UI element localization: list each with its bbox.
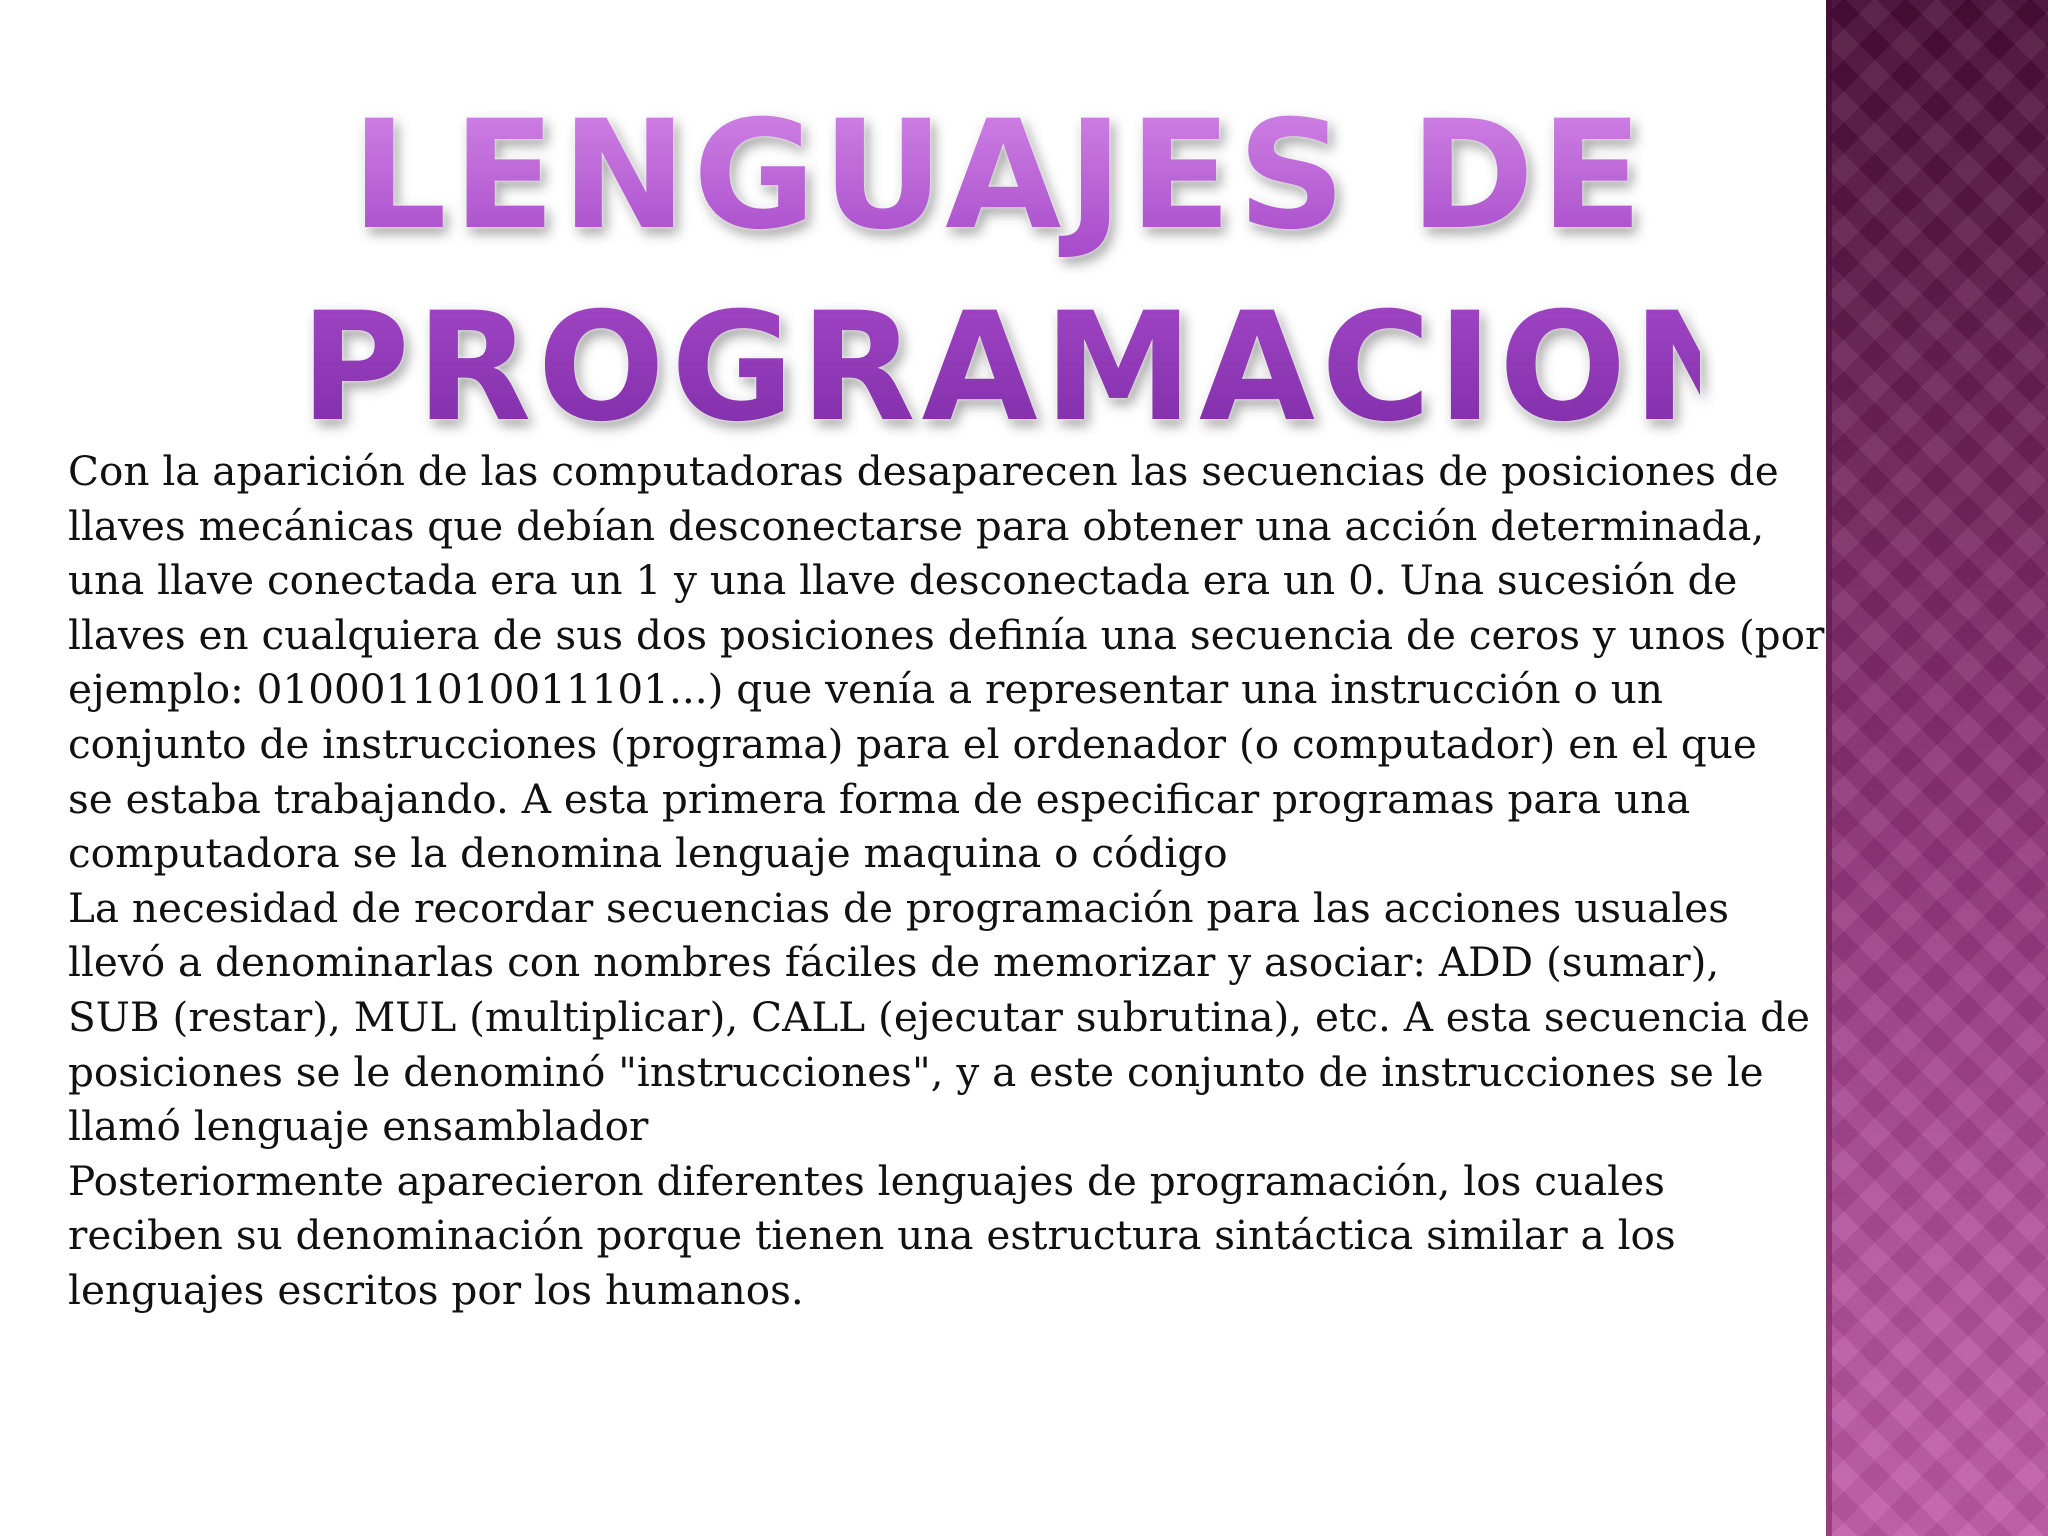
body-line: lenguajes escritos por los humanos. [68,1265,804,1314]
body-line: ejemplo: 0100011010011101...) que venía a representar una instrucción o un [68,665,1663,714]
body-line: computadora se la denomina lenguaje maquina o código [68,829,1228,878]
body-text [68,444,1825,1318]
title-line-1: LENGUAJES DE [351,89,1649,263]
body-line: llamó lenguaje ensamblador [68,1102,649,1151]
body-line: La necesidad de recordar secuencias de programación para las acciones usuales [68,883,1730,932]
body-line: se estaba trabajando. A esta primera forma de especificar programas para una [68,774,1691,823]
body-line: Con la aparición de las computadoras desaparecen las secuencias de posiciones de [68,447,1779,495]
body-line: llevó a denominarlas con nombres fáciles de memorizar y asociar: ADD (sumar), [68,938,1720,987]
body-line: reciben su denominación porque tienen una estructura sintáctica similar a los [68,1211,1676,1260]
body-line: una llave conectada era un 1 y una llave desconectada era un 0. Una sucesión de [68,556,1738,605]
body-line: llaves mecánicas que debían desconectarse para obtener una acción determinada, [68,501,1765,550]
title-line-2: PROGRAMACION [300,281,1764,455]
slide-title [300,80,1764,464]
body-line: llaves en cualquiera de sus dos posiciones definía una secuencia de ceros y unos (por [68,610,1825,659]
body-line: Posteriormente aparecieron diferentes lenguajes de programación, los cuales [68,1156,1665,1205]
body-line: conjunto de instrucciones (programa) para el ordenador (o computador) en el que [68,719,1757,768]
body-line: posiciones se le denominó "instrucciones", y a este conjunto de instrucciones se le [68,1047,1764,1096]
decorative-sidebar [1826,0,2048,1536]
sidebar-edge [1826,0,1832,1536]
body-line: SUB (restar), MUL (multiplicar), CALL (ejecutar subrutina), etc. A esta secuencia de [68,992,1810,1041]
